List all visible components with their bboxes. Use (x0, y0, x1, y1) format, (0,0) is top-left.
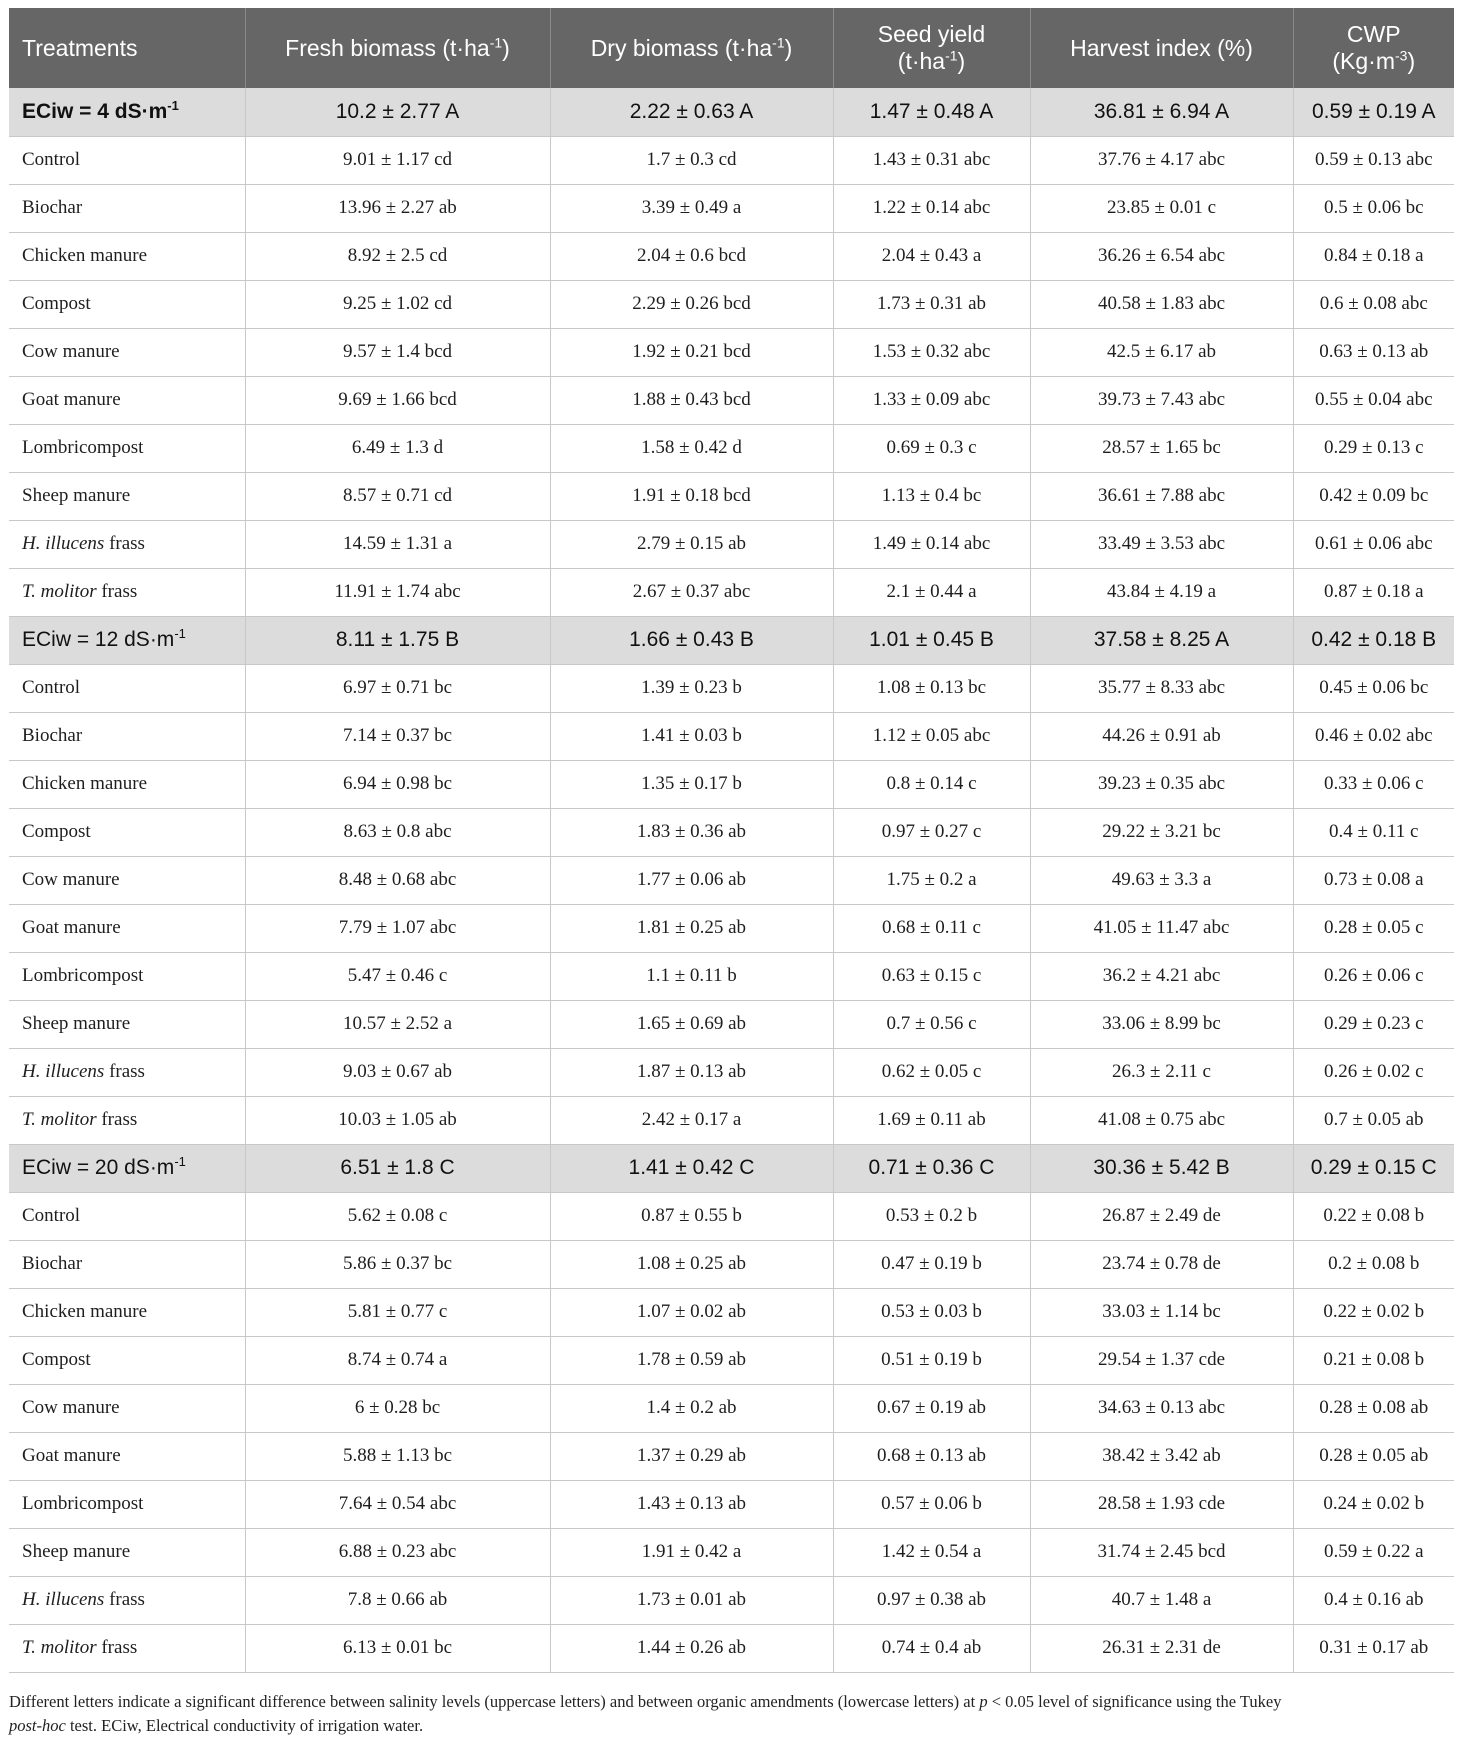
treatment-name: Lombricompost (9, 424, 245, 472)
treatment-name: Compost (9, 1336, 245, 1384)
table-row (9, 904, 1454, 952)
seed-yield-cell: 2.1 ± 0.44 a (833, 568, 1030, 616)
table-row (9, 808, 1454, 856)
fresh-biomass-cell: 9.57 ± 1.4 bcd (245, 328, 550, 376)
dry-biomass-cell: 1.35 ± 0.17 b (550, 760, 833, 808)
treatment-name: H. illucens frass (9, 520, 245, 568)
cwp-cell: 0.29 ± 0.23 c (1323, 1013, 1424, 1034)
group-fresh-biomass-cell: 10.2 ± 2.77 A (245, 88, 550, 136)
treatment-name: Compost (9, 808, 245, 856)
table-row (9, 1576, 1454, 1624)
header-fresh-biomass: Fresh biomass $(t\cdot ha^{-1})$ (245, 8, 550, 88)
harvest-index-cell: 43.84 ± 4.19 a (1030, 568, 1293, 616)
harvest-index-cell: 40.58 ± 1.83 abc (1030, 280, 1293, 328)
table-row (9, 1288, 1454, 1336)
seed-yield-cell: 1.12 ± 0.05 abc (833, 712, 1030, 760)
harvest-index-cell: 26.31 ± 2.31 de (1030, 1624, 1293, 1672)
table-footnote (9, 1690, 1449, 1738)
harvest-index-cell: 26.3 ± 2.11 c (1030, 1048, 1293, 1096)
fresh-biomass-cell: 9.01 ± 1.17 cd (245, 136, 550, 184)
fresh-biomass-cell: 8.48 ± 0.68 abc (245, 856, 550, 904)
harvest-index-cell: 26.87 ± 2.49 de (1030, 1192, 1293, 1240)
header-harvest-index: Harvest index (%) (1030, 8, 1293, 88)
dry-biomass-cell: 1.41 ± 0.03 b (550, 712, 833, 760)
table-row (9, 328, 1454, 376)
harvest-index-cell: 36.26 ± 6.54 abc (1030, 232, 1293, 280)
treatment-name: Biochar (9, 712, 245, 760)
dry-biomass-cell: 1.78 ± 0.59 ab (550, 1336, 833, 1384)
group-dry-biomass-cell: 1.66 ± 0.43 B (550, 616, 833, 664)
fresh-biomass-cell: 6.94 ± 0.98 bc (245, 760, 550, 808)
harvest-index-cell: 41.05 ± 11.47 abc (1030, 904, 1293, 952)
harvest-index-cell: 29.22 ± 3.21 bc (1030, 808, 1293, 856)
fresh-biomass-cell: 7.79 ± 1.07 abc (245, 904, 550, 952)
table-row (9, 376, 1454, 424)
table-header (9, 8, 1454, 88)
treatment-name: Sheep manure (9, 472, 245, 520)
fresh-biomass-cell: 7.8 ± 0.66 ab (245, 1576, 550, 1624)
cwp-cell: 0.63 ± 0.13 ab (1319, 341, 1429, 362)
seed-yield-cell: 0.51 ± 0.19 b (833, 1336, 1030, 1384)
fresh-biomass-cell: 5.81 ± 0.77 c (245, 1288, 550, 1336)
seed-yield-cell: 1.75 ± 0.2 a (833, 856, 1030, 904)
dry-biomass-cell: 1.65 ± 0.69 ab (550, 1000, 833, 1048)
fresh-biomass-cell: 13.96 ± 2.27 ab (245, 184, 550, 232)
dry-biomass-cell: 1.73 ± 0.01 ab (550, 1576, 833, 1624)
seed-yield-cell: 0.8 ± 0.14 c (833, 760, 1030, 808)
seed-yield-cell: 0.63 ± 0.15 c (833, 952, 1030, 1000)
table-row (9, 712, 1454, 760)
footnote-line-2: post-hoc test. ECiw, Electrical conductivity of irrigation water. (9, 1716, 424, 1735)
harvest-index-cell: 38.42 ± 3.42 ab (1030, 1432, 1293, 1480)
group-dry-biomass-cell: 2.22 ± 0.63 A (550, 88, 833, 136)
footnote-line-1: Different letters indicate a significant difference between salinity levels (uppercase letters) and between organic amendments (lowercase letters) at p < 0.05 level of significance using the Tukey (9, 1692, 1282, 1711)
dry-biomass-cell: 1.1 ± 0.11 b (550, 952, 833, 1000)
dry-biomass-cell: 1.91 ± 0.18 bcd (550, 472, 833, 520)
seed-yield-cell: 1.69 ± 0.11 ab (833, 1096, 1030, 1144)
cwp-cell: 0.61 ± 0.06 abc (1314, 533, 1433, 554)
group-dry-biomass-cell: 1.41 ± 0.42 C (550, 1144, 833, 1192)
cwp-cell: 0.45 ± 0.06 bc (1319, 677, 1429, 698)
table-row (9, 952, 1454, 1000)
cwp-cell: 0.22 ± 0.02 b (1323, 1301, 1425, 1322)
dry-biomass-cell: 1.81 ± 0.25 ab (550, 904, 833, 952)
cwp-cell: 0.21 ± 0.08 b (1323, 1349, 1425, 1370)
table-row (9, 184, 1454, 232)
table-body (9, 88, 1454, 1672)
harvest-index-cell: 36.2 ± 4.21 abc (1030, 952, 1293, 1000)
dry-biomass-cell: 1.39 ± 0.23 b (550, 664, 833, 712)
cwp-cell: 0.7 ± 0.05 ab (1323, 1109, 1424, 1130)
dry-biomass-cell: 1.43 ± 0.13 ab (550, 1480, 833, 1528)
treatment-name: Chicken manure (9, 1288, 245, 1336)
group-harvest-index-cell: 30.36 ± 5.42 B (1030, 1144, 1293, 1192)
harvest-index-cell: 35.77 ± 8.33 abc (1030, 664, 1293, 712)
table-row (9, 1192, 1454, 1240)
dry-biomass-cell: 1.44 ± 0.26 ab (550, 1624, 833, 1672)
dry-biomass-cell: 1.4 ± 0.2 ab (550, 1384, 833, 1432)
fresh-biomass-cell: 5.88 ± 1.13 bc (245, 1432, 550, 1480)
fresh-biomass-cell: 11.91 ± 1.74 abc (245, 568, 550, 616)
table-row (9, 232, 1454, 280)
treatment-name: Lombricompost (9, 1480, 245, 1528)
group-harvest-index-cell: 36.81 ± 6.94 A (1030, 88, 1293, 136)
treatment-name: T. molitor frass (9, 1096, 245, 1144)
treatment-name: Biochar (9, 184, 245, 232)
dry-biomass-cell: 1.77 ± 0.06 ab (550, 856, 833, 904)
fresh-biomass-cell: 9.69 ± 1.66 bcd (245, 376, 550, 424)
harvest-index-cell: 33.03 ± 1.14 bc (1030, 1288, 1293, 1336)
fresh-biomass-cell: 10.57 ± 2.52 a (245, 1000, 550, 1048)
dry-biomass-cell: 1.91 ± 0.42 a (550, 1528, 833, 1576)
harvest-index-cell: 28.57 ± 1.65 bc (1030, 424, 1293, 472)
salinity-group-row (9, 1144, 1454, 1192)
fresh-biomass-cell: 9.03 ± 0.67 ab (245, 1048, 550, 1096)
dry-biomass-cell: 2.29 ± 0.26 bcd (550, 280, 833, 328)
cwp-cell: 0.73 ± 0.08 a (1323, 869, 1424, 890)
header-dry-biomass: Dry biomass $(t\cdot ha^{-1})$ (550, 8, 833, 88)
salinity-level-label: ECiw = 4 $dS\cdot m^{-1}$ (9, 88, 245, 136)
cwp-cell: 0.28 ± 0.05 c (1323, 917, 1424, 938)
dry-biomass-cell: 3.39 ± 0.49 a (550, 184, 833, 232)
results-table-container (9, 8, 1454, 1673)
dry-biomass-cell: 2.42 ± 0.17 a (550, 1096, 833, 1144)
seed-yield-cell: 1.49 ± 0.14 abc (833, 520, 1030, 568)
cwp-cell: 0.55 ± 0.04 abc (1314, 389, 1433, 410)
harvest-index-cell: 39.23 ± 0.35 abc (1030, 760, 1293, 808)
fresh-biomass-cell: 9.25 ± 1.02 cd (245, 280, 550, 328)
cwp-cell: 0.87 ± 0.18 a (1323, 581, 1424, 602)
seed-yield-cell: 1.08 ± 0.13 bc (833, 664, 1030, 712)
table-row (9, 760, 1454, 808)
treatment-name: Cow manure (9, 856, 245, 904)
harvest-index-cell: 23.74 ± 0.78 de (1030, 1240, 1293, 1288)
cwp-cell: 0.2 ± 0.08 b (1328, 1253, 1420, 1274)
harvest-index-cell: 36.61 ± 7.88 abc (1030, 472, 1293, 520)
cwp-cell: 0.31 ± 0.17 ab (1319, 1637, 1429, 1658)
salinity-group-row (9, 616, 1454, 664)
treatment-name: Control (9, 136, 245, 184)
fresh-biomass-cell: 10.03 ± 1.05 ab (245, 1096, 550, 1144)
treatment-name: Goat manure (9, 1432, 245, 1480)
fresh-biomass-cell: 7.14 ± 0.37 bc (245, 712, 550, 760)
harvest-index-cell: 29.54 ± 1.37 cde (1030, 1336, 1293, 1384)
seed-yield-cell: 1.53 ± 0.32 abc (833, 328, 1030, 376)
treatment-name: Compost (9, 280, 245, 328)
harvest-index-cell: 41.08 ± 0.75 abc (1030, 1096, 1293, 1144)
header-seed-yield: Seed yield $(t\cdot ha^{-1})$ (833, 8, 1030, 88)
cwp-cell: 0.26 ± 0.06 c (1323, 965, 1424, 986)
fresh-biomass-cell: 8.92 ± 2.5 cd (245, 232, 550, 280)
cwp-cell: 0.26 ± 0.02 c (1323, 1061, 1424, 1082)
treatment-name: Biochar (9, 1240, 245, 1288)
treatment-name: H. illucens frass (9, 1048, 245, 1096)
table-row (9, 1432, 1454, 1480)
table-row (9, 1048, 1454, 1096)
treatment-name: T. molitor frass (9, 1624, 245, 1672)
group-seed-yield-cell: 1.01 ± 0.45 B (833, 616, 1030, 664)
cwp-cell: 0.28 ± 0.05 ab (1319, 1445, 1429, 1466)
seed-yield-cell: 2.04 ± 0.43 a (833, 232, 1030, 280)
fresh-biomass-cell: 5.62 ± 0.08 c (245, 1192, 550, 1240)
treatment-name: T. molitor frass (9, 568, 245, 616)
cwp-cell: 0.33 ± 0.06 c (1323, 773, 1424, 794)
harvest-index-cell: 44.26 ± 0.91 ab (1030, 712, 1293, 760)
table-row (9, 520, 1454, 568)
table-row (9, 424, 1454, 472)
fresh-biomass-cell: 6 ± 0.28 bc (245, 1384, 550, 1432)
treatment-name: Sheep manure (9, 1528, 245, 1576)
seed-yield-cell: 0.97 ± 0.38 ab (833, 1576, 1030, 1624)
group-cwp-cell: 0.42 ± 0.18 B (1311, 628, 1437, 651)
fresh-biomass-cell: 5.86 ± 0.37 bc (245, 1240, 550, 1288)
treatment-name: H. illucens frass (9, 1576, 245, 1624)
seed-yield-cell: 0.97 ± 0.27 c (833, 808, 1030, 856)
harvest-index-cell: 31.74 ± 2.45 bcd (1030, 1528, 1293, 1576)
seed-yield-cell: 0.57 ± 0.06 b (833, 1480, 1030, 1528)
table-row (9, 568, 1454, 616)
dry-biomass-cell: 1.7 ± 0.3 cd (550, 136, 833, 184)
harvest-index-cell: 39.73 ± 7.43 abc (1030, 376, 1293, 424)
cwp-cell: 0.28 ± 0.08 ab (1319, 1397, 1429, 1418)
group-cwp-cell: 0.29 ± 0.15 C (1310, 1156, 1437, 1179)
dry-biomass-cell: 0.87 ± 0.55 b (550, 1192, 833, 1240)
seed-yield-cell: 0.7 ± 0.56 c (833, 1000, 1030, 1048)
treatment-name: Sheep manure (9, 1000, 245, 1048)
treatment-name: Lombricompost (9, 952, 245, 1000)
dry-biomass-cell: 1.88 ± 0.43 bcd (550, 376, 833, 424)
header-treatments: Treatments (9, 8, 245, 88)
seed-yield-cell: 0.53 ± 0.2 b (833, 1192, 1030, 1240)
cwp-cell: 0.42 ± 0.09 bc (1319, 485, 1429, 506)
table-row (9, 856, 1454, 904)
cwp-cell: 0.22 ± 0.08 b (1323, 1205, 1425, 1226)
fresh-biomass-cell: 7.64 ± 0.54 abc (245, 1480, 550, 1528)
group-fresh-biomass-cell: 6.51 ± 1.8 C (245, 1144, 550, 1192)
seed-yield-cell: 0.62 ± 0.05 c (833, 1048, 1030, 1096)
group-seed-yield-cell: 1.47 ± 0.48 A (833, 88, 1030, 136)
cwp-cell: 0.29 ± 0.13 c (1323, 437, 1424, 458)
fresh-biomass-cell: 5.47 ± 0.46 c (245, 952, 550, 1000)
group-seed-yield-cell: 0.71 ± 0.36 C (833, 1144, 1030, 1192)
table-row (9, 1384, 1454, 1432)
header-cwp: CWP $(Kg\cdot m^{-3})$ (1293, 8, 1454, 88)
seed-yield-cell: 1.33 ± 0.09 abc (833, 376, 1030, 424)
dry-biomass-cell: 2.67 ± 0.37 abc (550, 568, 833, 616)
treatment-name: Cow manure (9, 1384, 245, 1432)
table-row (9, 1528, 1454, 1576)
seed-yield-cell: 1.22 ± 0.14 abc (833, 184, 1030, 232)
table-row (9, 1240, 1454, 1288)
cwp-cell: 0.46 ± 0.02 abc (1314, 725, 1433, 746)
cwp-cell: 0.59 ± 0.13 abc (1314, 149, 1433, 170)
cwp-cell: 0.5 ± 0.06 bc (1323, 197, 1424, 218)
dry-biomass-cell: 1.08 ± 0.25 ab (550, 1240, 833, 1288)
salinity-level-label: ECiw = 12 $dS\cdot m^{-1}$ (9, 616, 245, 664)
seed-yield-cell: 0.53 ± 0.03 b (833, 1288, 1030, 1336)
salinity-group-row (9, 88, 1454, 136)
table-row (9, 472, 1454, 520)
harvest-index-cell: 34.63 ± 0.13 abc (1030, 1384, 1293, 1432)
table-row (9, 1096, 1454, 1144)
dry-biomass-cell: 1.58 ± 0.42 d (550, 424, 833, 472)
treatment-name: Chicken manure (9, 760, 245, 808)
table-row (9, 1624, 1454, 1672)
dry-biomass-cell: 1.07 ± 0.02 ab (550, 1288, 833, 1336)
group-harvest-index-cell: 37.58 ± 8.25 A (1030, 616, 1293, 664)
seed-yield-cell: 1.42 ± 0.54 a (833, 1528, 1030, 1576)
dry-biomass-cell: 1.87 ± 0.13 ab (550, 1048, 833, 1096)
dry-biomass-cell: 2.79 ± 0.15 ab (550, 520, 833, 568)
treatment-name: Control (9, 664, 245, 712)
seed-yield-cell: 0.74 ± 0.4 ab (833, 1624, 1030, 1672)
treatment-name: Control (9, 1192, 245, 1240)
table-row (9, 1000, 1454, 1048)
cwp-cell: 0.24 ± 0.02 b (1323, 1493, 1425, 1514)
harvest-index-cell: 33.49 ± 3.53 abc (1030, 520, 1293, 568)
harvest-index-cell: 23.85 ± 0.01 c (1030, 184, 1293, 232)
cwp-cell: 0.4 ± 0.16 ab (1323, 1589, 1424, 1610)
seed-yield-cell: 1.73 ± 0.31 ab (833, 280, 1030, 328)
seed-yield-cell: 0.68 ± 0.13 ab (833, 1432, 1030, 1480)
harvest-index-cell: 40.7 ± 1.48 a (1030, 1576, 1293, 1624)
seed-yield-cell: 0.47 ± 0.19 b (833, 1240, 1030, 1288)
dry-biomass-cell: 1.92 ± 0.21 bcd (550, 328, 833, 376)
seed-yield-cell: 1.13 ± 0.4 bc (833, 472, 1030, 520)
fresh-biomass-cell: 8.57 ± 0.71 cd (245, 472, 550, 520)
seed-yield-cell: 1.43 ± 0.31 abc (833, 136, 1030, 184)
fresh-biomass-cell: 8.74 ± 0.74 a (245, 1336, 550, 1384)
harvest-index-cell: 33.06 ± 8.99 bc (1030, 1000, 1293, 1048)
fresh-biomass-cell: 6.88 ± 0.23 abc (245, 1528, 550, 1576)
harvest-index-cell: 37.76 ± 4.17 abc (1030, 136, 1293, 184)
cwp-cell: 0.84 ± 0.18 a (1323, 245, 1424, 266)
treatment-name: Goat manure (9, 904, 245, 952)
dry-biomass-cell: 1.37 ± 0.29 ab (550, 1432, 833, 1480)
harvest-index-cell: 28.58 ± 1.93 cde (1030, 1480, 1293, 1528)
dry-biomass-cell: 1.83 ± 0.36 ab (550, 808, 833, 856)
group-cwp-cell: 0.59 ± 0.19 A (1311, 99, 1436, 123)
salinity-level-label: ECiw = 20 $dS\cdot m^{-1}$ (9, 1144, 245, 1192)
table-row (9, 136, 1454, 184)
table-row (9, 664, 1454, 712)
seed-yield-cell: 0.68 ± 0.11 c (833, 904, 1030, 952)
treatment-name: Chicken manure (9, 232, 245, 280)
fresh-biomass-cell: 6.97 ± 0.71 bc (245, 664, 550, 712)
harvest-index-cell: 49.63 ± 3.3 a (1030, 856, 1293, 904)
dry-biomass-cell: 2.04 ± 0.6 bcd (550, 232, 833, 280)
header-row (9, 8, 1454, 88)
table-row (9, 1336, 1454, 1384)
fresh-biomass-cell: 8.63 ± 0.8 abc (245, 808, 550, 856)
group-fresh-biomass-cell: 8.11 ± 1.75 B (245, 616, 550, 664)
fresh-biomass-cell: 14.59 ± 1.31 a (245, 520, 550, 568)
treatment-name: Cow manure (9, 328, 245, 376)
cwp-cell: 0.4 ± 0.11 c (1329, 821, 1419, 842)
cwp-cell: 0.6 ± 0.08 abc (1319, 293, 1428, 314)
fresh-biomass-cell: 6.13 ± 0.01 bc (245, 1624, 550, 1672)
seed-yield-cell: 0.67 ± 0.19 ab (833, 1384, 1030, 1432)
results-table (9, 8, 1454, 1673)
seed-yield-cell: 0.69 ± 0.3 c (833, 424, 1030, 472)
harvest-index-cell: 42.5 ± 6.17 ab (1030, 328, 1293, 376)
treatment-name: Goat manure (9, 376, 245, 424)
fresh-biomass-cell: 6.49 ± 1.3 d (245, 424, 550, 472)
table-row (9, 280, 1454, 328)
cwp-cell: 0.59 ± 0.22 a (1323, 1541, 1424, 1562)
table-row (9, 1480, 1454, 1528)
